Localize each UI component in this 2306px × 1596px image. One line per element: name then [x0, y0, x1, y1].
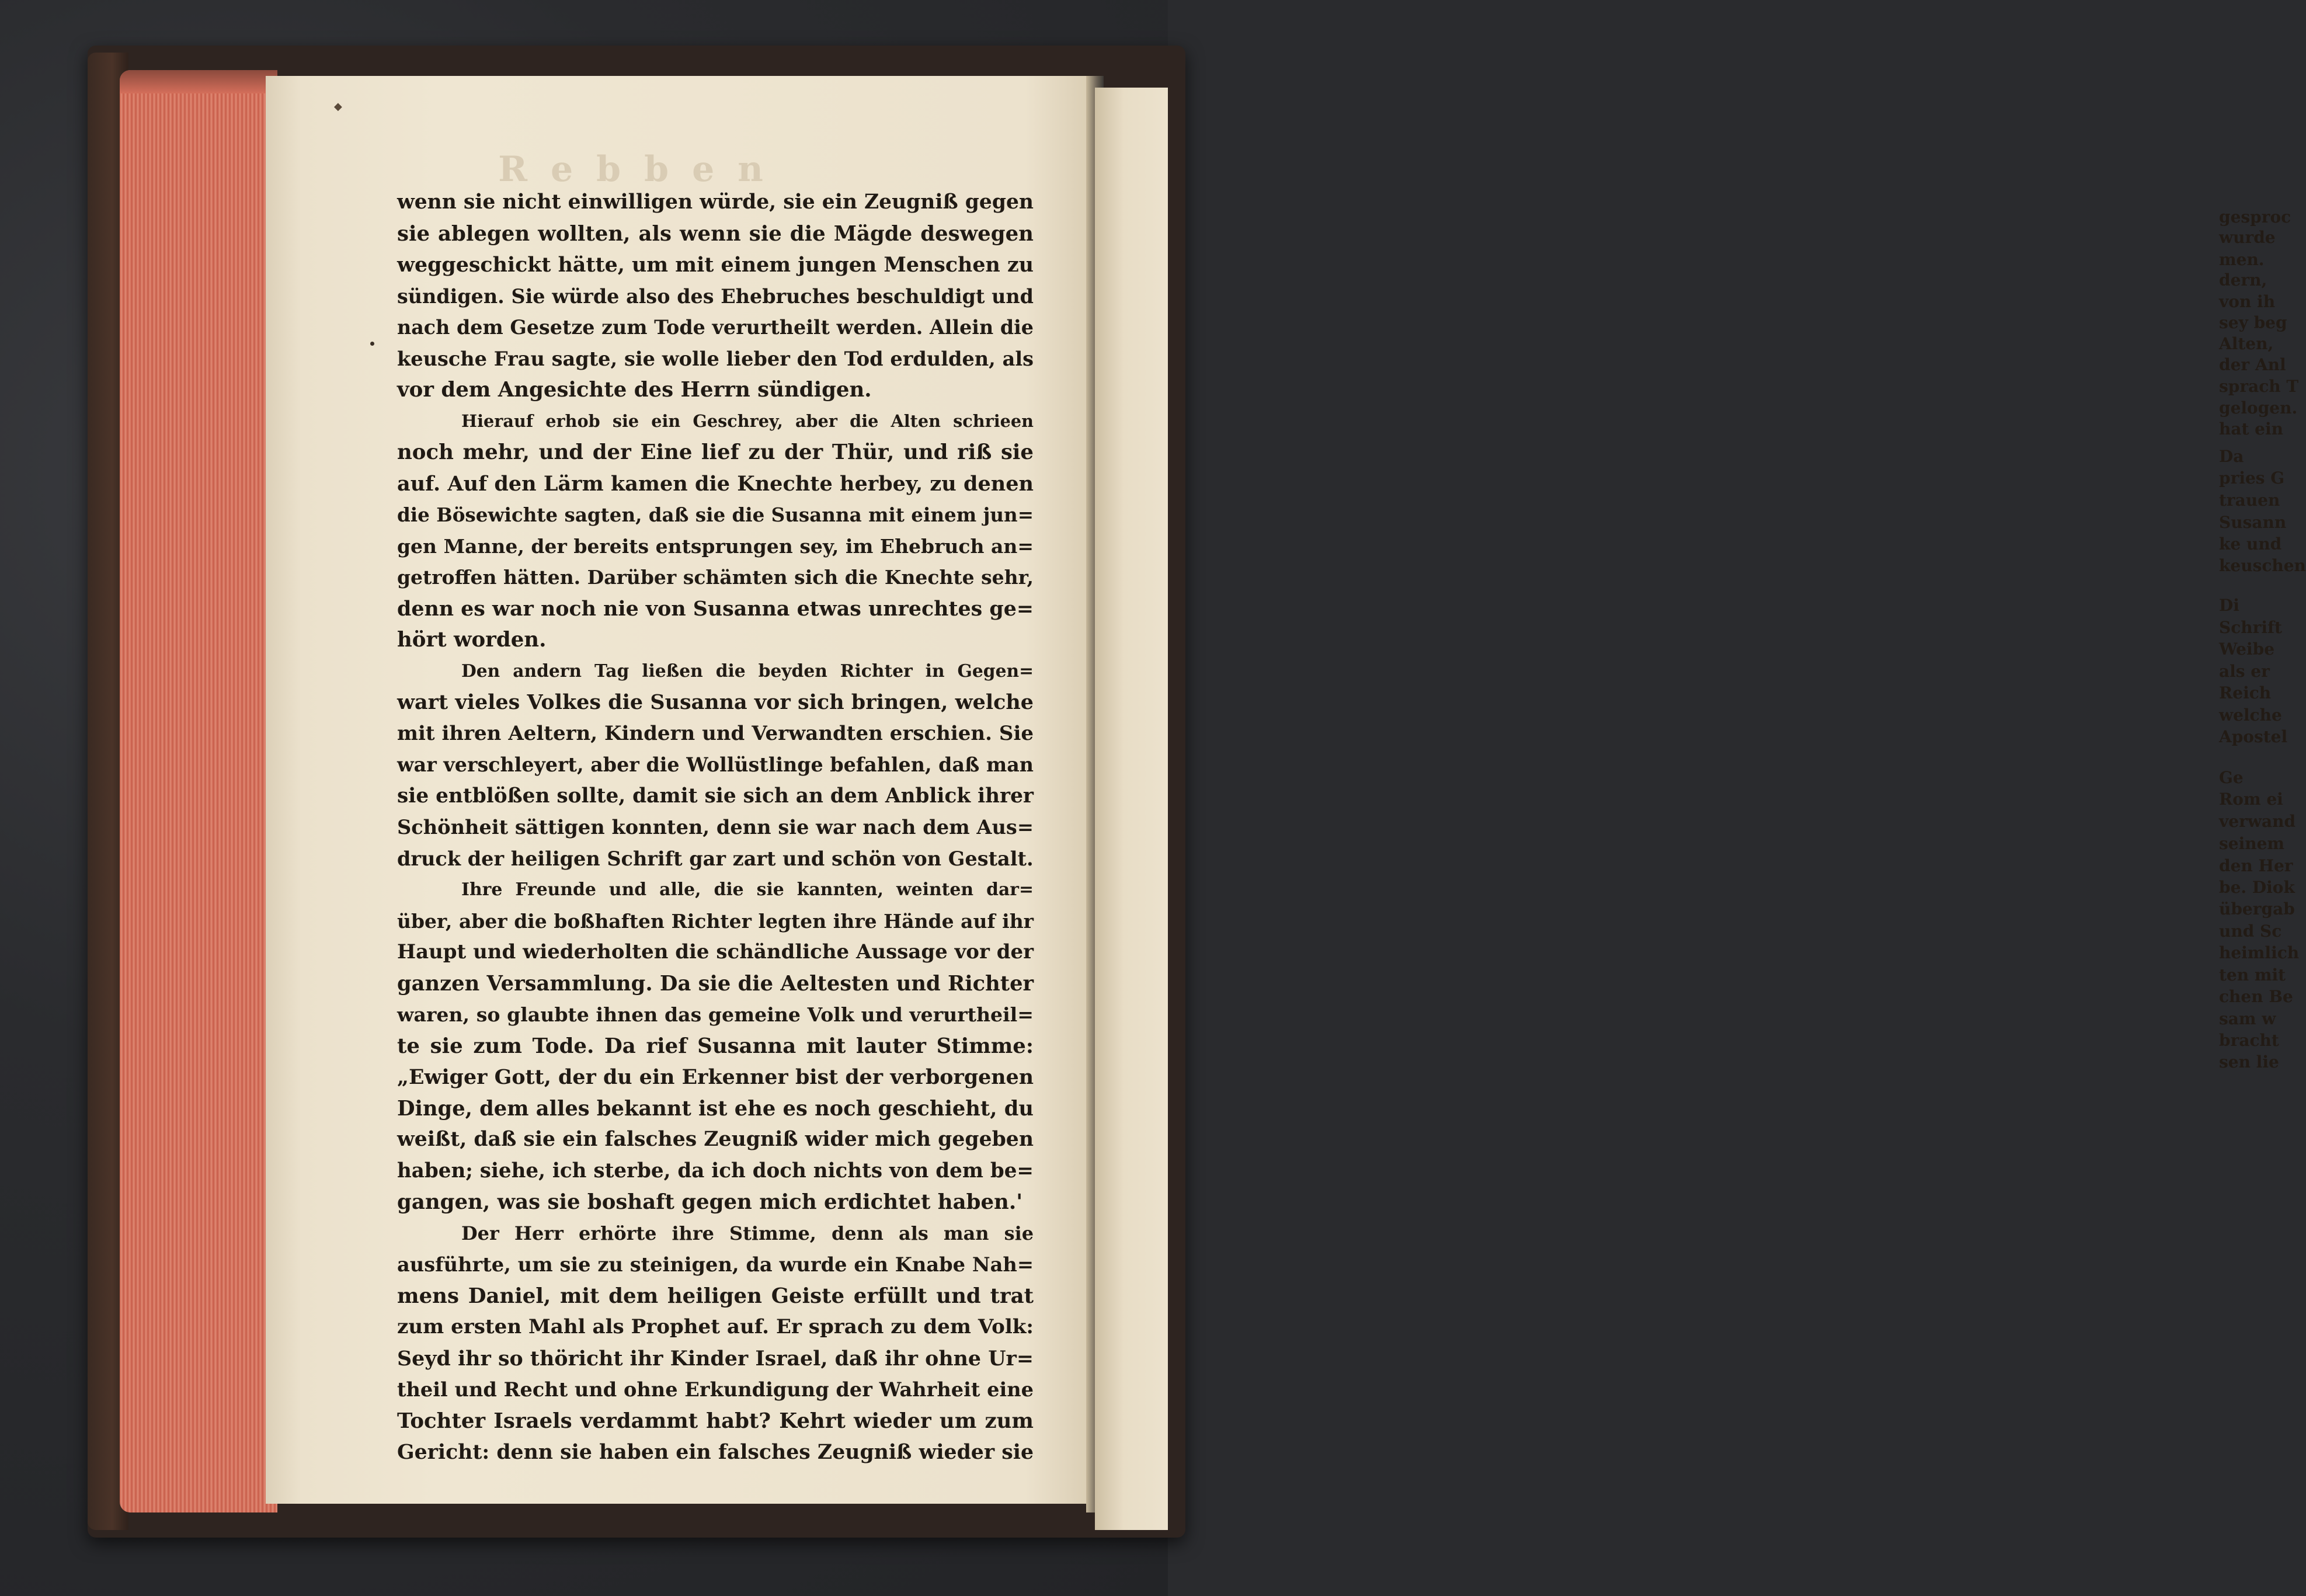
text-line: ausführte, um sie zu steinigen, da wurde ein Knabe Nah=: [397, 1253, 1034, 1276]
text-line: weggeschickt hätte, um mit einem jungen Menschen zu: [397, 253, 1034, 277]
margin-mark: [370, 342, 374, 346]
facing-page: [1095, 88, 2306, 1530]
facing-page-line: men.: [2219, 250, 2265, 269]
facing-page-line: gelogen.: [2219, 398, 2298, 418]
text-line: weißt, daß sie ein falsches Zeugniß wider mich gegeben: [397, 1128, 1034, 1151]
text-line: getroffen hätten. Darüber schämten sich die Knechte sehr,: [397, 566, 1034, 589]
text-line: druck der heiligen Schrift gar zart und schön von Gestalt.: [397, 847, 1034, 870]
facing-page-line: keuschen: [2219, 556, 2306, 575]
page-edges: [120, 70, 277, 1512]
facing-page-line: Rom ei: [2219, 790, 2283, 809]
facing-page-line: der Anl: [2219, 355, 2286, 374]
facing-page-line: dern,: [2219, 270, 2267, 290]
text-line: die Bösewichte sagten, daß sie die Susanna mit einem jun=: [397, 503, 1034, 526]
text-line: Gericht: denn sie haben ein falsches Zeugniß wieder sie: [397, 1440, 1034, 1464]
facing-page-line: Schrift: [2219, 618, 2282, 637]
text-line: ganzen Versammlung. Da sie die Aeltesten und Richter: [397, 971, 1034, 996]
text-line: te sie zum Tode. Da rief Susanna mit lauter Stimme:: [397, 1034, 1034, 1058]
text-line: war verschleyert, aber die Wollüstlinge befahlen, daß man: [397, 753, 1034, 776]
text-line: nach dem Gesetze zum Tode verurtheilt werden. Allein die: [397, 316, 1034, 339]
facing-page-line: hat ein: [2219, 419, 2283, 439]
facing-page-line: Susann: [2219, 513, 2287, 532]
text-line: sündigen. Sie würde also des Ehebruches beschuldigt und: [397, 284, 1034, 308]
facing-page-line: pries G: [2219, 468, 2285, 488]
facing-page-line: sprach T: [2219, 377, 2299, 396]
facing-page-line: trauen: [2219, 491, 2280, 510]
facing-page-line: welche: [2219, 705, 2282, 725]
facing-page-line: Apostel: [2219, 727, 2288, 746]
text-line: denn es war noch nie von Susanna etwas unrechtes ge=: [397, 596, 1034, 621]
text-line: gen Manne, der bereits entsprungen sey, im Ehebruch an=: [397, 534, 1034, 558]
text-line: mens Daniel, mit dem heiligen Geiste erfüllt und trat: [397, 1284, 1034, 1308]
facing-page-line: Di: [2219, 596, 2239, 615]
text-line: Seyd ihr so thöricht ihr Kinder Israel, daß ihr ohne Ur=: [397, 1346, 1034, 1371]
facing-page-line: übergab: [2219, 899, 2295, 919]
text-line: zum ersten Mahl als Prophet auf. Er sprach zu dem Volk:: [397, 1315, 1034, 1338]
facing-page-line: Da: [2219, 447, 2244, 466]
text-line: Haupt und wiederholten die schändliche Aussage vor der: [397, 940, 1034, 964]
text-line: Ihre Freunde und alle, die sie kannten, weinten dar=: [461, 879, 1034, 900]
facing-page-line: verwand: [2219, 812, 2296, 831]
text-line: sie ablegen wollten, als wenn sie die Mägde deswegen: [397, 221, 1034, 246]
text-line: hört worden.: [397, 628, 547, 652]
facing-page-line: Alten,: [2219, 334, 2274, 353]
text-line: auf. Auf den Lärm kamen die Knechte herbey, zu denen: [397, 471, 1034, 496]
text-line: Der Herr erhörte ihre Stimme, denn als man sie: [461, 1222, 1034, 1244]
running-head: Rebben: [498, 149, 787, 190]
text-line: noch mehr, und der Eine lief zu der Thür, und riß sie: [397, 440, 1034, 464]
text-line: theil und Recht und ohne Erkundigung der Wahrheit eine: [397, 1378, 1034, 1401]
facing-page-line: seinem: [2219, 834, 2285, 853]
facing-page-line: und Sc: [2219, 922, 2282, 941]
facing-page-line: wurde: [2219, 228, 2276, 247]
text-line: waren, so glaubte ihnen das gemeine Volk und verurtheil=: [397, 1003, 1034, 1026]
facing-page-line: Ge: [2219, 768, 2244, 787]
page-body-text: [397, 187, 1034, 1468]
text-line: über, aber die boßhaften Richter legten ihre Hände auf ihr: [397, 909, 1034, 933]
text-line: Schönheit sättigen konnten, denn sie war nach dem Aus=: [397, 815, 1034, 839]
facing-page-line: chen Be: [2219, 987, 2293, 1006]
facing-page-line: von ih: [2219, 292, 2276, 311]
facing-page-line: den Her: [2219, 856, 2293, 875]
facing-page-line: sen lie: [2219, 1052, 2279, 1072]
text-line: wenn sie nicht einwilligen würde, sie ein Zeugniß gegen: [397, 190, 1034, 214]
facing-page-line: Reich: [2219, 683, 2272, 703]
text-line: vor dem Angesichte des Herrn sündigen.: [397, 378, 872, 402]
text-line: keusche Frau sagte, sie wolle lieber den Tod erdulden, als: [397, 346, 1034, 370]
page-edges-top: [120, 70, 277, 93]
facing-page-line: heimlich: [2219, 943, 2300, 962]
facing-page-line: Weibe: [2219, 639, 2275, 659]
text-line: Den andern Tag ließen die beyden Richter in Gegen=: [461, 660, 1034, 681]
facing-page-line: sam w: [2219, 1009, 2276, 1028]
facing-page-line: ten mit: [2219, 965, 2286, 985]
text-line: sie entblößen sollte, damit sie sich an dem Anblick ihrer: [397, 784, 1034, 808]
text-line: Dinge, dem alles bekannt ist ehe es noch geschieht, du: [397, 1096, 1034, 1121]
text-line: Hierauf erhob sie ein Geschrey, aber die Alten schrieen: [461, 411, 1034, 431]
facing-page-line: be. Diok: [2219, 878, 2295, 897]
text-line: haben; siehe, ich sterbe, da ich doch nichts von dem be=: [397, 1159, 1034, 1183]
facing-page-line: gesproc: [2219, 207, 2291, 227]
facing-page-line: bracht: [2219, 1031, 2279, 1050]
text-line: mit ihren Aeltern, Kindern und Verwandten erschien. Sie: [397, 721, 1034, 745]
text-line: „Ewiger Gott, der du ein Erkenner bist der verborgenen: [397, 1065, 1034, 1089]
facing-page-line: ke und: [2219, 534, 2282, 554]
page-mark: ◆: [334, 100, 342, 113]
text-line: Tochter Israels verdammt habt? Kehrt wieder um zum: [397, 1409, 1034, 1433]
facing-page-line: als er: [2219, 662, 2270, 681]
facing-page-line: sey beg: [2219, 313, 2287, 332]
text-line: wart vieles Volkes die Susanna vor sich bringen, welche: [397, 690, 1034, 714]
text-line: gangen, was sie boshaft gegen mich erdichtet haben.': [397, 1190, 1023, 1214]
